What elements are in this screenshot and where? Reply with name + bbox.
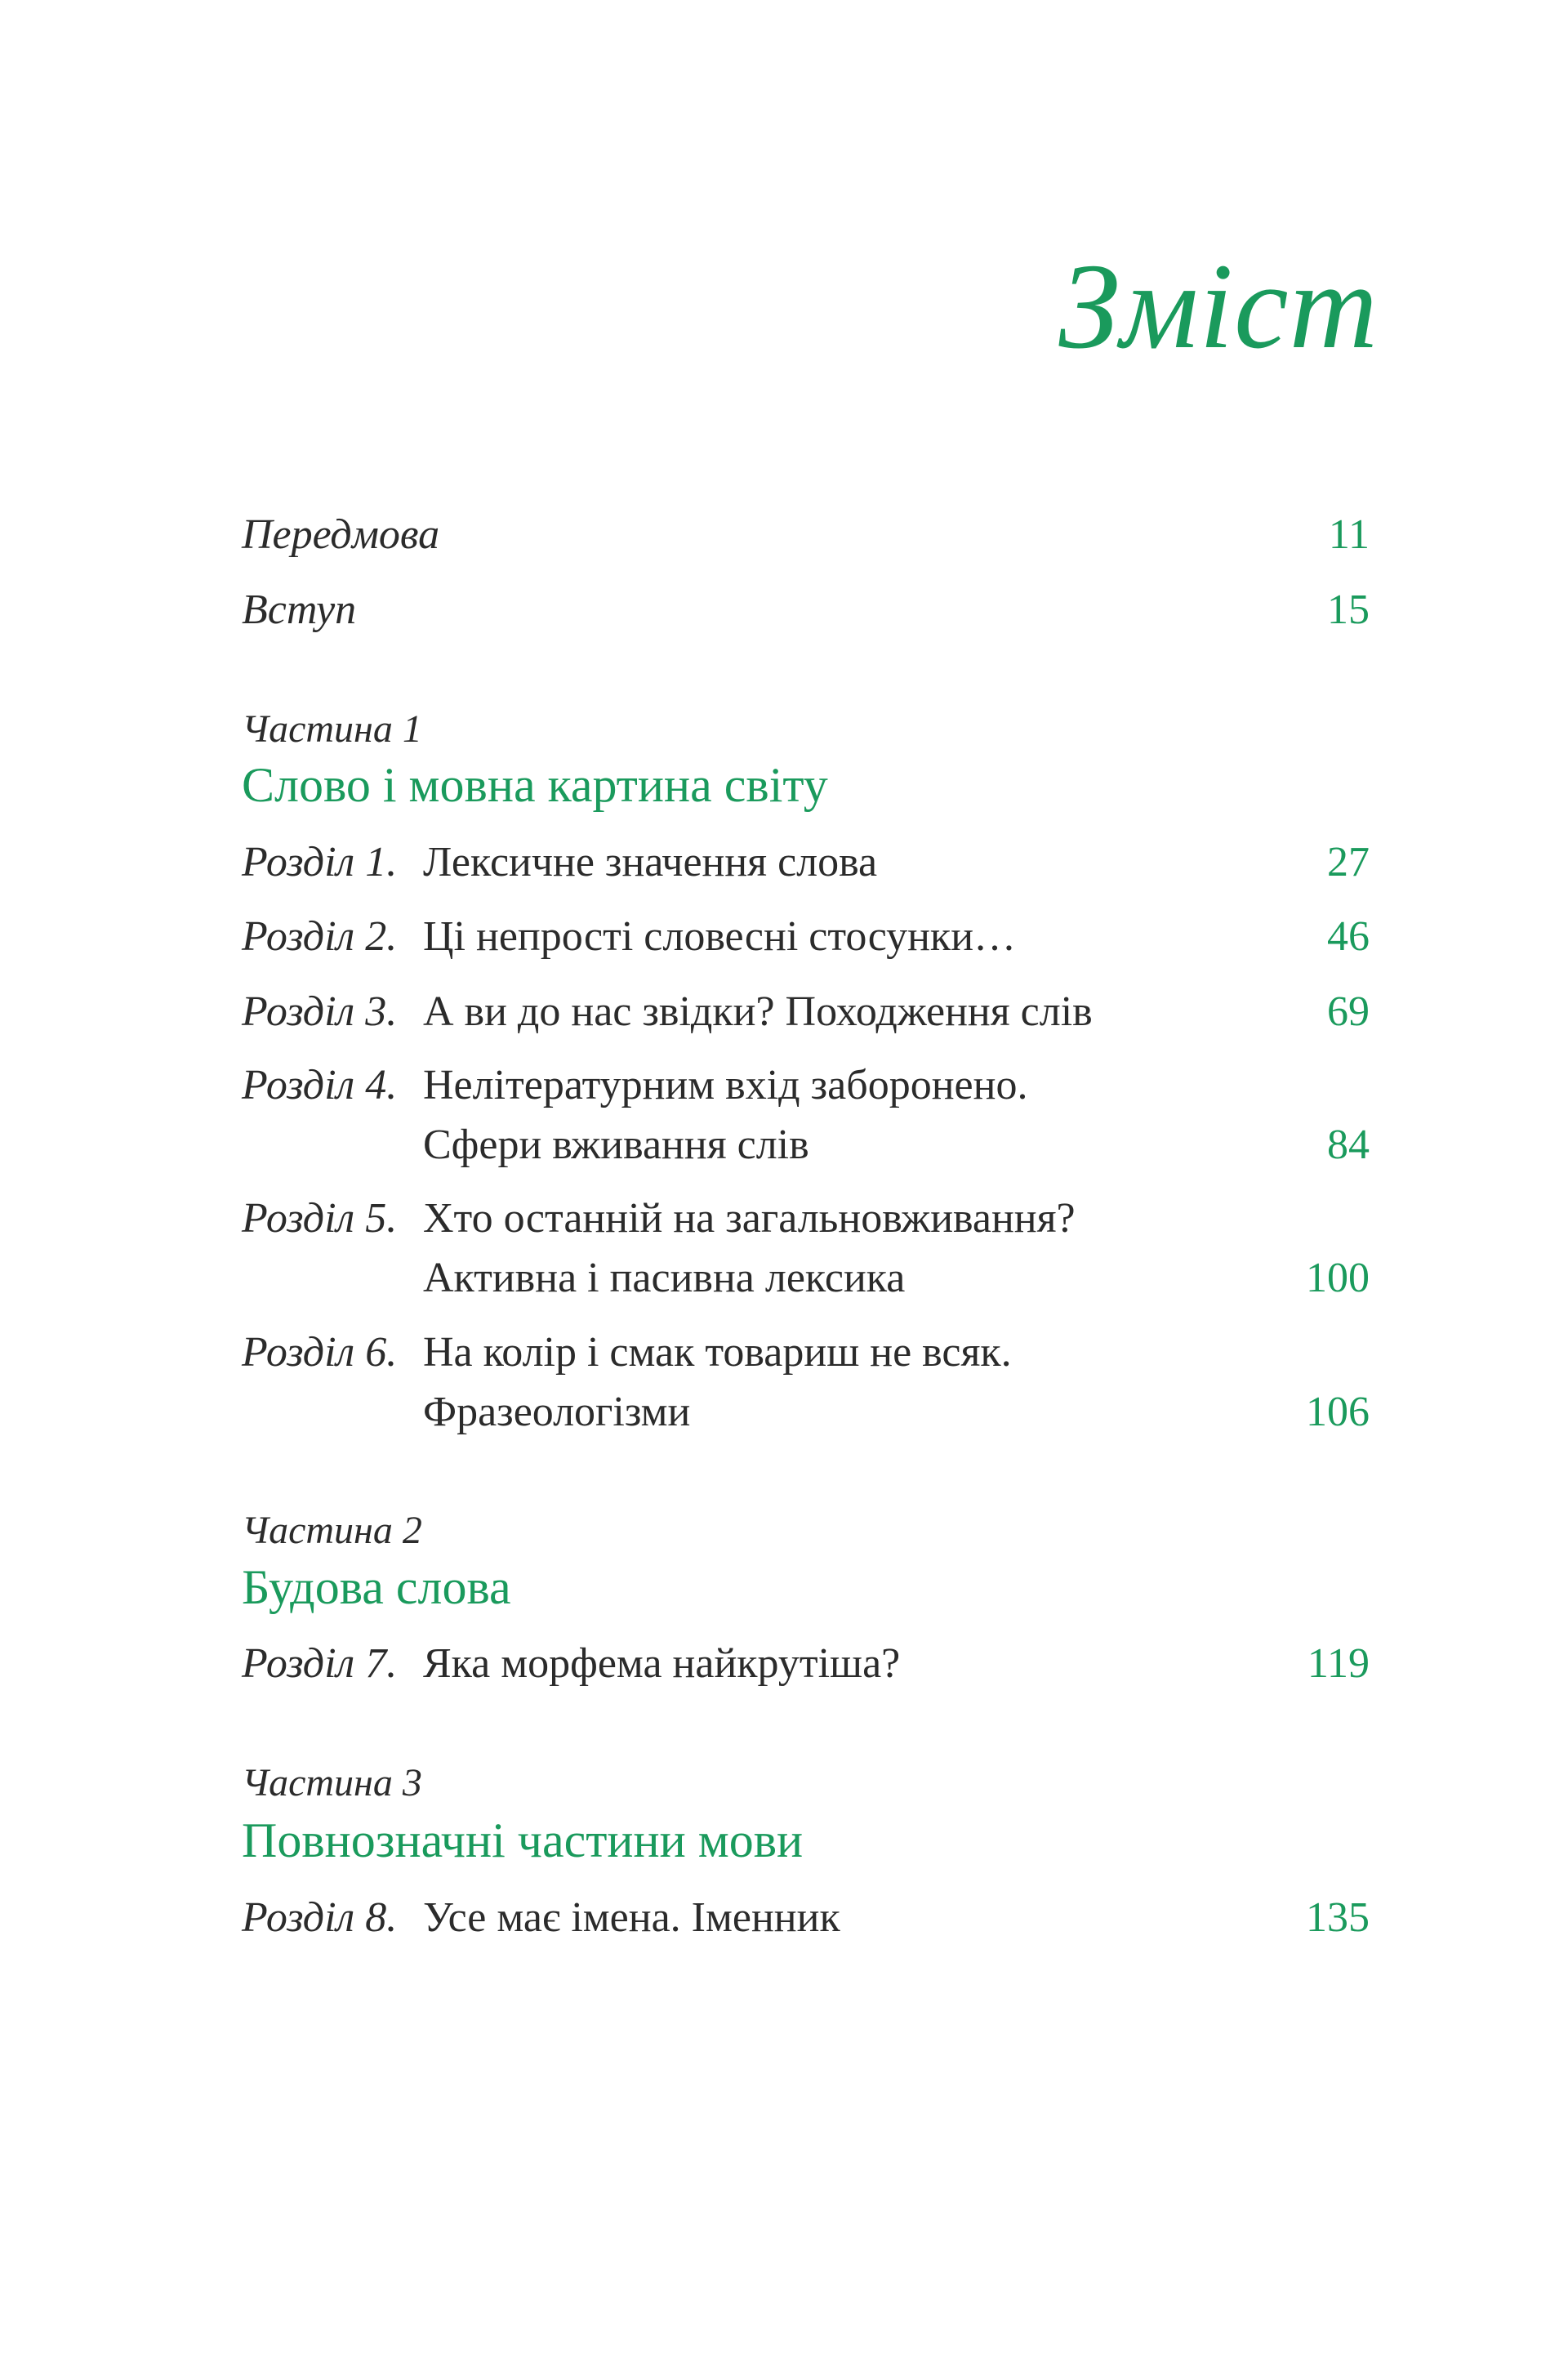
- part-label: Частина 2: [242, 1509, 422, 1552]
- chapter-label: Розділ 3.: [242, 988, 398, 1035]
- chapter-label: Розділ 7.: [242, 1640, 398, 1687]
- chapter-label: Розділ 6.: [242, 1329, 398, 1376]
- page-number: 46: [1327, 913, 1370, 960]
- page-number: 15: [1327, 587, 1370, 633]
- part-label: Частина 1: [242, 707, 422, 751]
- chapter-label: Розділ 1.: [242, 839, 398, 885]
- page-title: Зміст: [1058, 239, 1379, 374]
- page-number: 84: [1327, 1122, 1370, 1168]
- chapter-label: Розділ 8.: [242, 1894, 398, 1941]
- entry-label: Вступ: [242, 587, 357, 633]
- entry-label: Передмова: [242, 511, 440, 558]
- page-number: 11: [1328, 511, 1370, 558]
- toc-entry-chapter[interactable]: [242, 1634, 1370, 1693]
- chapter-title: А ви до нас звідки? Походження слів: [423, 988, 1093, 1035]
- page-number: 119: [1307, 1640, 1370, 1687]
- part-title: Повнозначні частини мови: [242, 1813, 804, 1867]
- page-number: 106: [1306, 1389, 1370, 1435]
- toc-entry-intro[interactable]: [242, 580, 1370, 640]
- chapter-title: Лексичне значення слова: [423, 839, 878, 885]
- toc-entry-chapter[interactable]: [242, 832, 1370, 892]
- chapter-title-line: На колір і смак товариш не всяк.: [423, 1329, 1012, 1376]
- part-label: Частина 3: [242, 1761, 422, 1804]
- part-title: Слово і мовна картина світу: [242, 758, 828, 812]
- toc-entry-chapter[interactable]: [242, 1322, 1370, 1442]
- page-number: 135: [1306, 1894, 1370, 1941]
- chapter-title: Ці непрості словесні стосунки…: [423, 913, 1017, 960]
- toc-entry-chapter[interactable]: [242, 1888, 1370, 1947]
- toc-entry-chapter[interactable]: [242, 907, 1370, 966]
- page-number: 100: [1306, 1255, 1370, 1301]
- chapter-title: Яка морфема найкрутіша?: [423, 1640, 901, 1687]
- chapter-label: Розділ 2.: [242, 913, 398, 960]
- part-title: Будова слова: [242, 1560, 511, 1614]
- toc-entry-chapter[interactable]: [242, 1055, 1370, 1175]
- page-number: 69: [1327, 988, 1370, 1035]
- page-number: 27: [1327, 839, 1370, 885]
- chapter-title: Усе має імена. Іменник: [423, 1894, 840, 1941]
- chapter-title-line: Сфери вживання слів: [423, 1122, 809, 1168]
- chapter-title-line: Хто останній на загальновживання?: [423, 1195, 1076, 1242]
- toc-entry-chapter[interactable]: [242, 1189, 1370, 1308]
- chapter-label: Розділ 4.: [242, 1062, 398, 1108]
- chapter-title-line: Фразеологізми: [423, 1389, 691, 1435]
- chapter-title-line: Активна і пасивна лексика: [423, 1255, 906, 1301]
- toc-entry-chapter[interactable]: [242, 982, 1370, 1041]
- toc-entry-foreword[interactable]: [242, 505, 1370, 564]
- chapter-label: Розділ 5.: [242, 1195, 398, 1242]
- chapter-title-line: Нелітературним вхід заборонено.: [423, 1062, 1028, 1108]
